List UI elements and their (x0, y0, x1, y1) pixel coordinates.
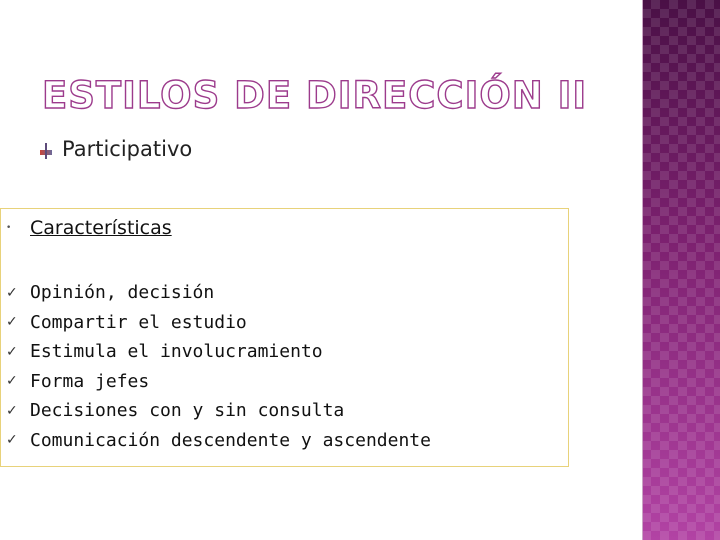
list-item-text: Comunicación descendente y ascendente (30, 429, 431, 451)
slide-subtitle: Participativo (62, 137, 193, 161)
check-icon: ✓ (6, 373, 18, 390)
list-item (6, 337, 431, 367)
check-icon: ✓ (6, 432, 18, 449)
list-item-text: Estimula el involucramiento (30, 341, 323, 363)
list-item (6, 396, 431, 426)
list-item (6, 278, 431, 308)
section-heading: Características (30, 217, 172, 239)
dot-icon: • (6, 223, 12, 233)
side-panel-divider (642, 0, 643, 540)
check-icon: ✓ (6, 314, 18, 331)
list-item-text: Opinión, decisión (30, 282, 215, 304)
check-icon: ✓ (6, 343, 18, 360)
slide-title: ESTILOS DE DIRECCIÓN II (42, 74, 588, 117)
characteristics-list (6, 278, 431, 455)
subtitle-row (40, 134, 192, 164)
list-item-text: Compartir el estudio (30, 311, 247, 333)
list-item (6, 426, 431, 456)
list-item-text: Decisiones con y sin consulta (30, 400, 345, 422)
check-icon: ✓ (6, 284, 18, 301)
list-item (6, 367, 431, 397)
list-item (6, 308, 431, 338)
list-item-text: Forma jefes (30, 370, 150, 392)
check-icon: ✓ (6, 402, 18, 419)
heading-row (6, 215, 172, 241)
decorative-side-panel (642, 0, 720, 540)
pin-icon (40, 143, 52, 159)
